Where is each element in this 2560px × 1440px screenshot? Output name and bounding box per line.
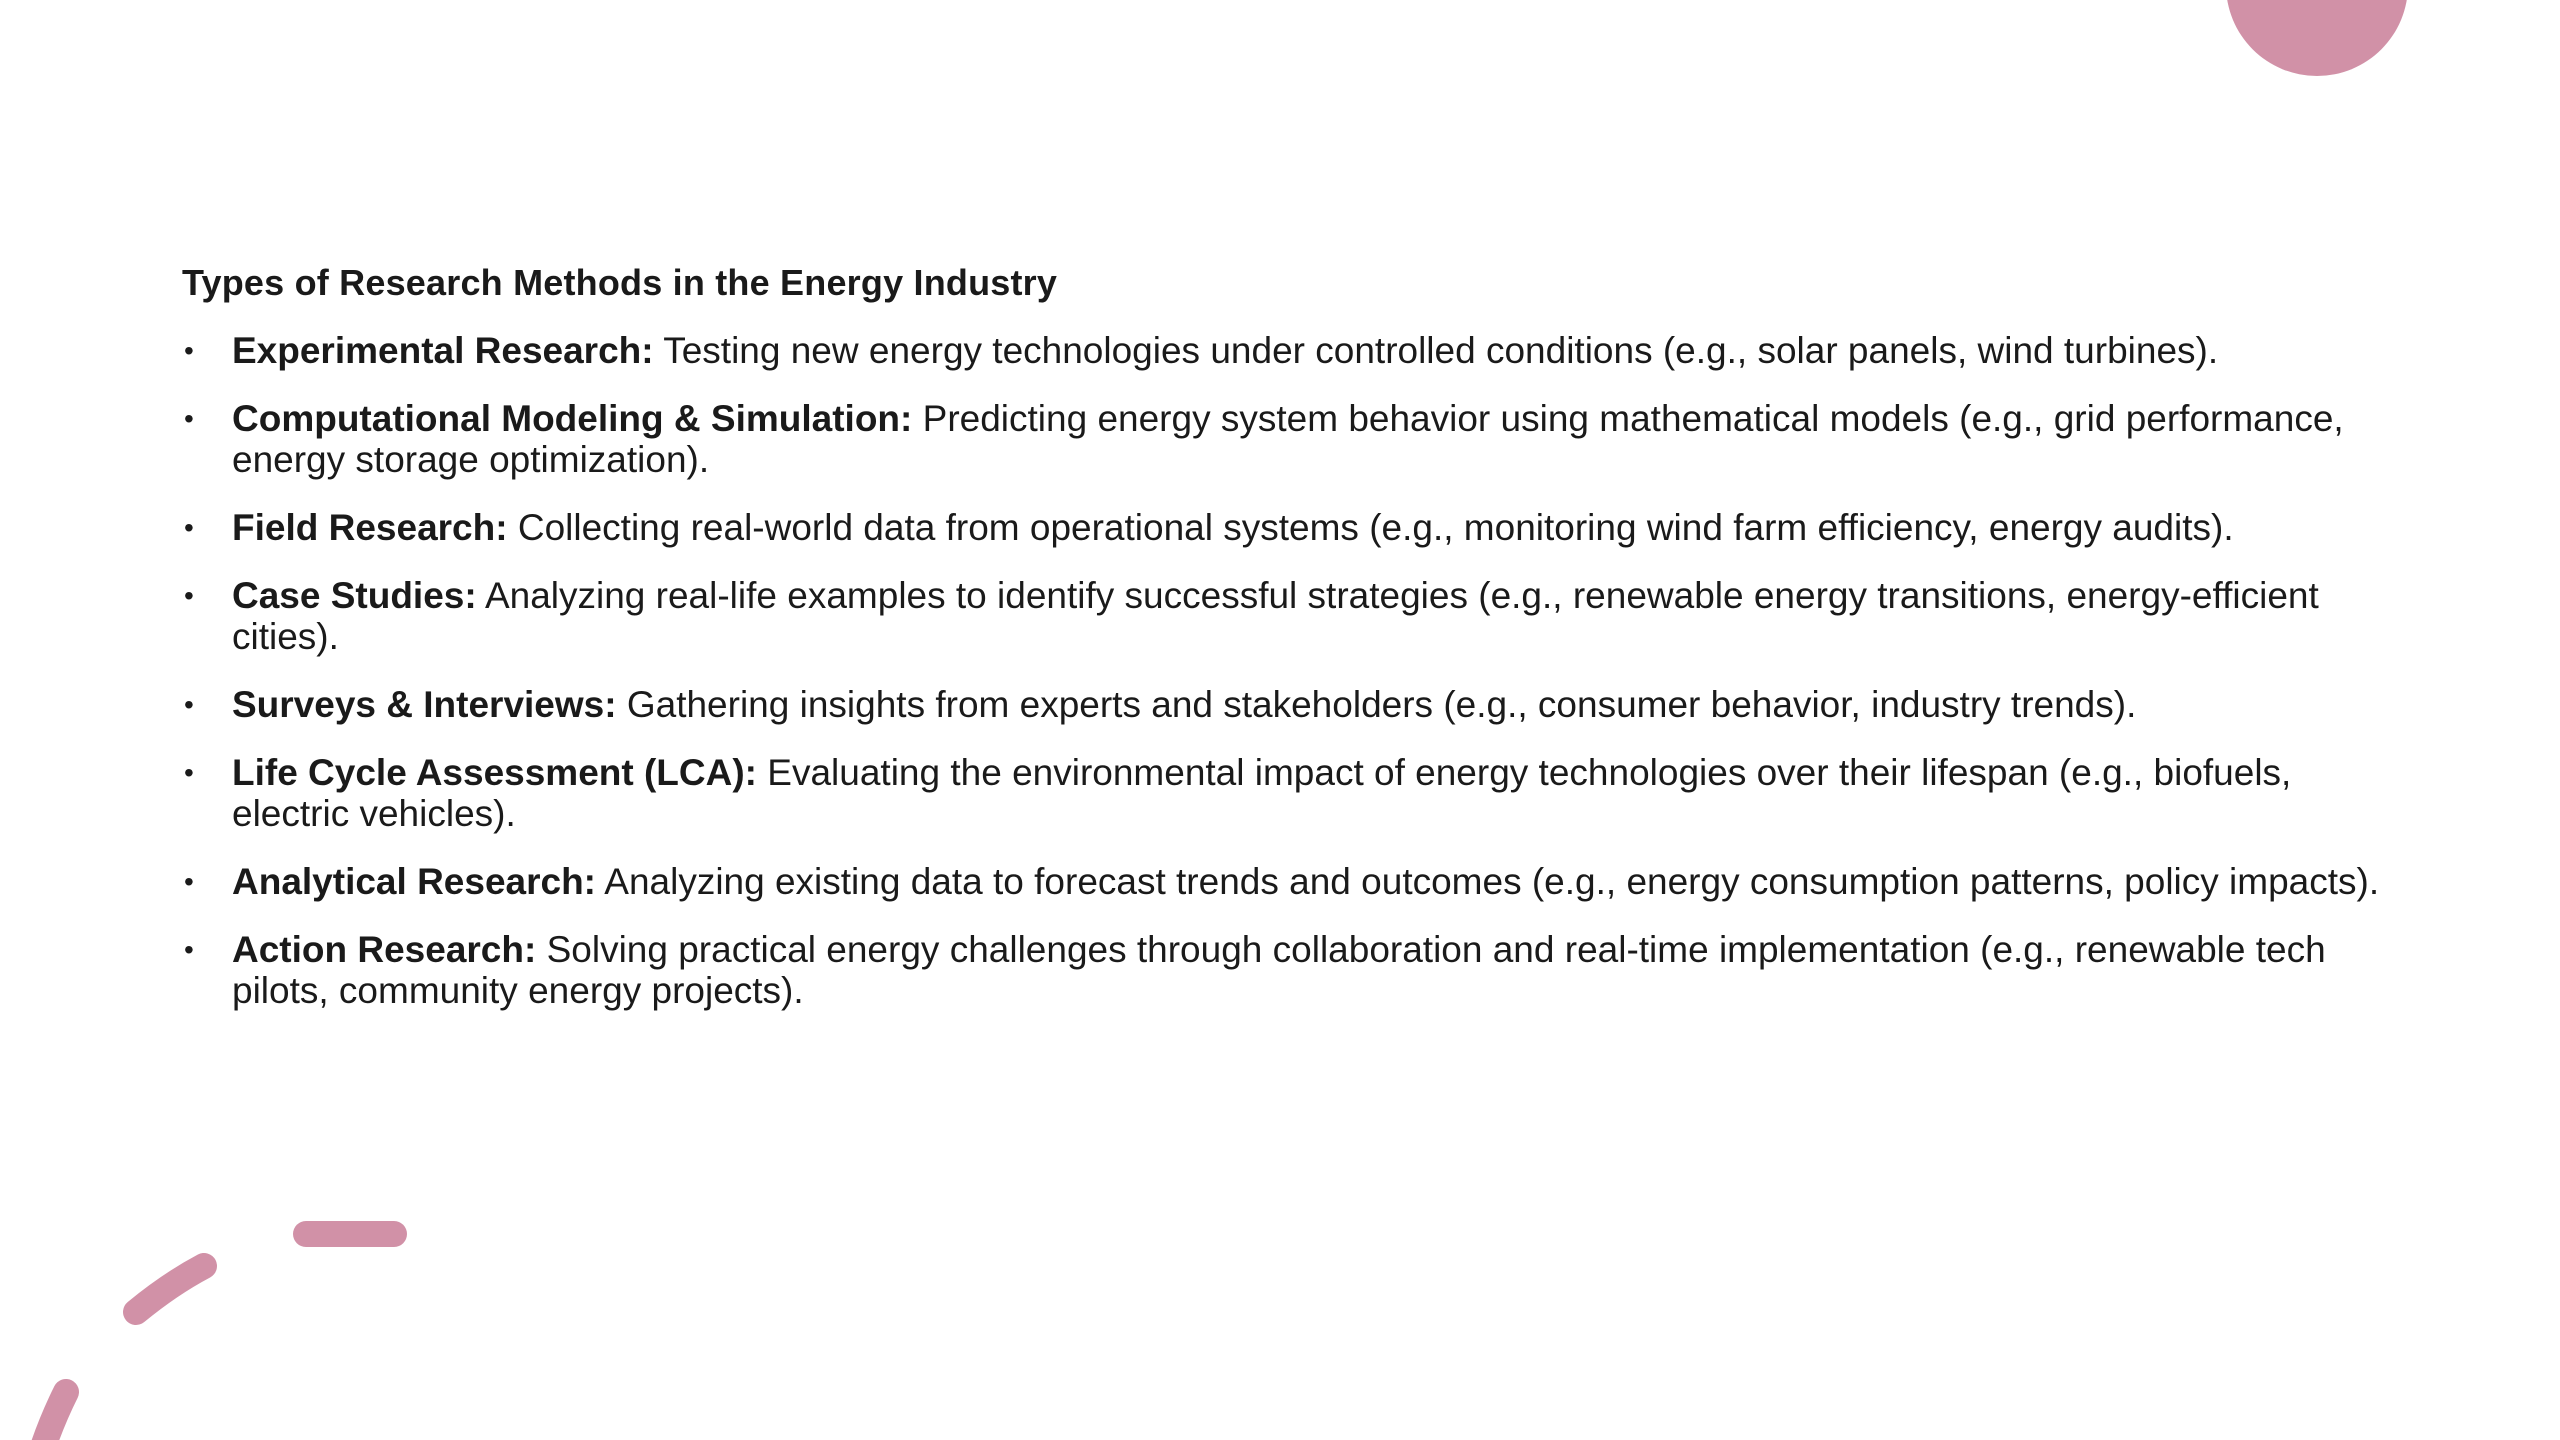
content-area bbox=[182, 262, 2402, 1038]
list-item bbox=[182, 575, 2402, 657]
bullet-icon: • bbox=[184, 512, 194, 543]
list-item bbox=[182, 507, 2402, 548]
research-method-list bbox=[182, 330, 2402, 1011]
list-item bbox=[182, 752, 2402, 834]
method-term: Life Cycle Assessment (LCA): bbox=[232, 752, 757, 793]
method-term: Surveys & Interviews: bbox=[232, 684, 617, 725]
bullet-icon: • bbox=[184, 403, 194, 434]
method-description: Predicting energy system behavior using mathematical models (e.g., grid performance, energy storage optimization). bbox=[232, 398, 2344, 480]
method-term: Action Research: bbox=[232, 929, 537, 970]
method-description: Testing new energy technologies under controlled conditions (e.g., solar panels, wind turbines). bbox=[663, 330, 2219, 371]
method-term: Experimental Research: bbox=[232, 330, 654, 371]
arc-dash-2 bbox=[136, 1266, 204, 1312]
decorative-circle bbox=[2226, 0, 2408, 76]
list-item bbox=[182, 929, 2402, 1011]
method-description: Solving practical energy challenges through collaboration and real-time implementation (e.g., renewable tech pilots, community energy projects). bbox=[232, 929, 2326, 1011]
method-description: Gathering insights from experts and stakeholders (e.g., consumer behavior, industry trends). bbox=[626, 684, 2137, 725]
bullet-icon: • bbox=[184, 580, 194, 611]
bullet-icon: • bbox=[184, 757, 194, 788]
method-term: Analytical Research: bbox=[232, 861, 597, 902]
bullet-icon: • bbox=[184, 335, 194, 366]
method-description: Analyzing real-life examples to identify successful strategies (e.g., renewable energy transitions, energy-efficient cities). bbox=[232, 575, 2319, 657]
method-description: Evaluating the environmental impact of energy technologies over their lifespan (e.g., biofuels, electric vehicles). bbox=[232, 752, 2292, 834]
page-title: Types of Research Methods in the Energy Industry bbox=[182, 262, 1058, 303]
bullet-icon: • bbox=[184, 689, 194, 720]
list-item bbox=[182, 398, 2402, 480]
list-item bbox=[182, 330, 2402, 371]
method-term: Computational Modeling & Simulation: bbox=[232, 398, 913, 439]
list-item bbox=[182, 861, 2402, 902]
arc-dash-3 bbox=[42, 1392, 66, 1440]
method-description: Analyzing existing data to forecast trends and outcomes (e.g., energy consumption patterns, policy impacts). bbox=[604, 861, 2380, 902]
method-term: Field Research: bbox=[232, 507, 508, 548]
method-term: Case Studies: bbox=[232, 575, 477, 616]
method-description: Collecting real-world data from operational systems (e.g., monitoring wind farm efficiency, energy audits). bbox=[517, 507, 2234, 548]
bullet-icon: • bbox=[184, 934, 194, 965]
bullet-icon: • bbox=[184, 866, 194, 897]
list-item bbox=[182, 684, 2402, 725]
